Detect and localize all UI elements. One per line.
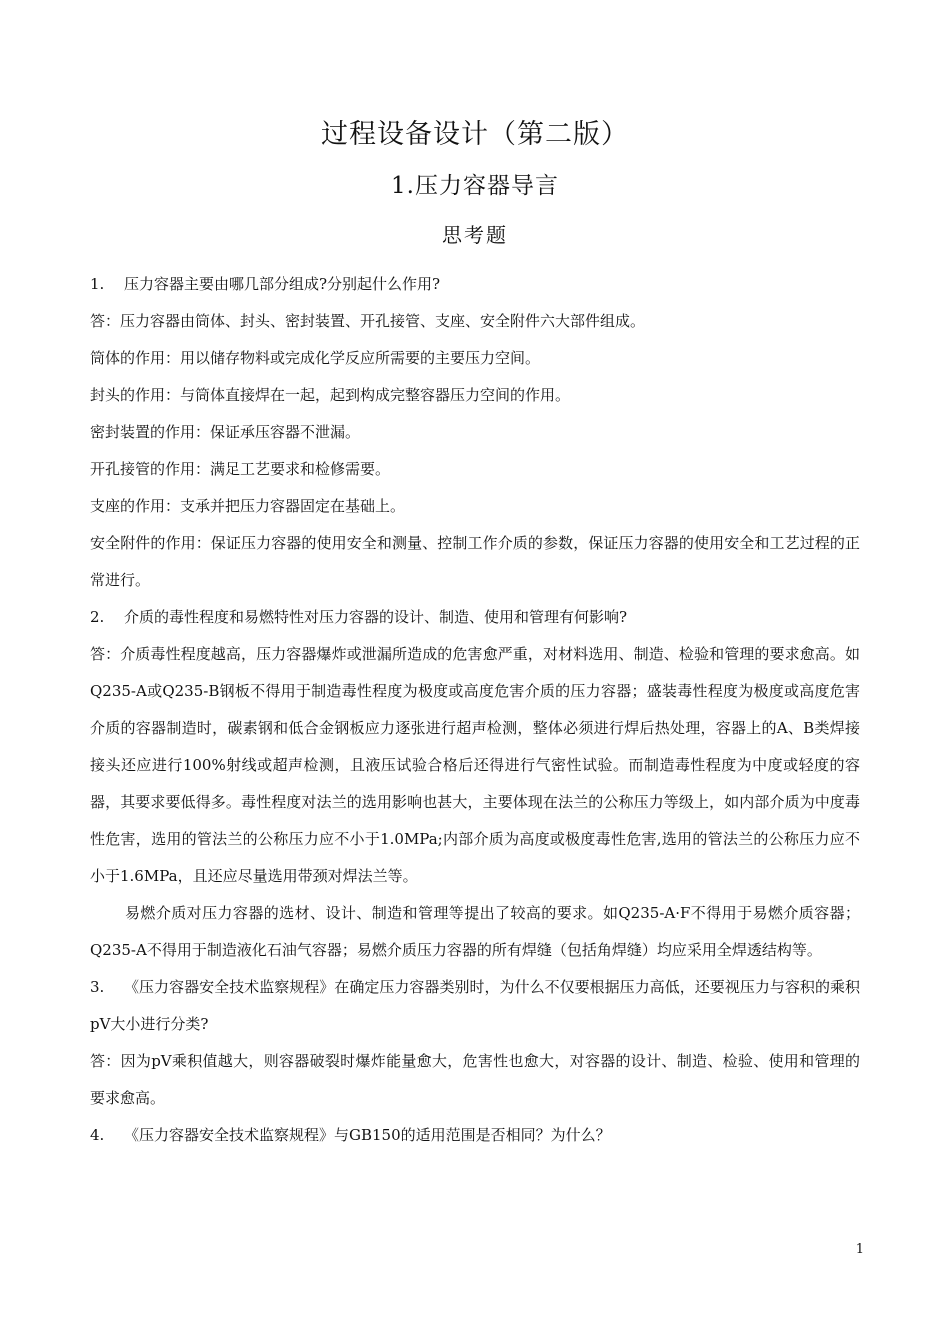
answer-1-line: 密封装置的作用：保证承压容器不泄漏。 bbox=[90, 423, 361, 441]
question-text: 《压力容器安全技术监察规程》在确定压力容器类别时，为什么不仅要根据压力高低，还要视压力与容积的乘积pV大小进行分类? bbox=[90, 978, 860, 1033]
question-number: 1. bbox=[90, 275, 105, 293]
answer-3: 答：因为pV乘积值越大，则容器破裂时爆炸能量愈大，危害性也愈大，对容器的设计、制造、检验、使用和管理的要求愈高。 bbox=[90, 1052, 860, 1107]
question-1 bbox=[90, 266, 860, 303]
answer-1-line: 安全附件的作用：保证压力容器的使用安全和测量、控制工作介质的参数，保证压力容器的使用安全和工艺过程的正常进行。 bbox=[90, 534, 860, 589]
question-text: 《压力容器安全技术监察规程》与GB150的适用范围是否相同？为什么？ bbox=[124, 1126, 611, 1144]
answer-1-line: 封头的作用：与筒体直接焊在一起，起到构成完整容器压力空间的作用。 bbox=[90, 386, 571, 404]
answer-1-line: 筒体的作用：用以储存物料或完成化学反应所需要的主要压力空间。 bbox=[90, 349, 541, 367]
answer-1-line: 开孔接管的作用：满足工艺要求和检修需要。 bbox=[90, 460, 391, 478]
question-text: 压力容器主要由哪几部分组成?分别起什么作用? bbox=[124, 275, 441, 293]
question-number: 4. bbox=[90, 1126, 105, 1144]
answer-2: 答：介质毒性程度越高，压力容器爆炸或泄漏所造成的危害愈严重，对材料选用、制造、检验和管理的要求愈高。如Q235-A或Q235-B钢板不得用于制造毒性程度为极度或高度危害介质的压力容器；盛装毒性程度为极度或高度危害介质的容器制造时，碳素钢和低合金钢板应力逐张进行超声检测，整体必须进行焊后热处理，容器上的A、B类焊接接头还应进行100%射线或超声检测，且液压试验合格后还得进行气密性试验。而制造毒性程度为中度或轻度的容器，其要求要低得多。毒性程度对法兰的选用影响也甚大，主要体现在法兰的公称压力等级上，如内部介质为中度毒性危害，选用的管法兰的公称压力应不小于1.0MPa;内部介质为高度或极度毒性危害,选用的管法兰的公称压力应不小于1.6MPa，且还应尽量选用带颈对焊法兰等。 bbox=[90, 645, 860, 885]
section-title: 思考题 bbox=[442, 223, 508, 247]
answer-1-line: 支座的作用：支承并把压力容器固定在基础上。 bbox=[90, 497, 406, 515]
document-title: 过程设备设计（第二版） bbox=[321, 119, 629, 150]
chapter-title: 1.压力容器导言 bbox=[391, 173, 559, 199]
question-text: 介质的毒性程度和易燃特性对压力容器的设计、制造、使用和管理有何影响? bbox=[124, 608, 628, 626]
answer-2-paragraph: 易燃介质对压力容器的选材、设计、制造和管理等提出了较高的要求。如Q235-A·F不得用于易燃介质容器；Q235-A不得用于制造液化石油气容器；易燃介质压力容器的所有焊缝（包括角焊缝）均应采用全焊透结构等。 bbox=[90, 904, 860, 959]
page-number: 1 bbox=[855, 1242, 864, 1257]
question-number: 3. bbox=[90, 978, 105, 996]
document-body bbox=[90, 266, 860, 1154]
question-number: 2. bbox=[90, 608, 105, 626]
answer-1: 答：压力容器由筒体、封头、密封装置、开孔接管、支座、安全附件六大部件组成。 bbox=[90, 312, 646, 330]
question-4 bbox=[90, 1117, 860, 1154]
question-2 bbox=[90, 599, 860, 636]
question-3 bbox=[90, 969, 860, 1043]
